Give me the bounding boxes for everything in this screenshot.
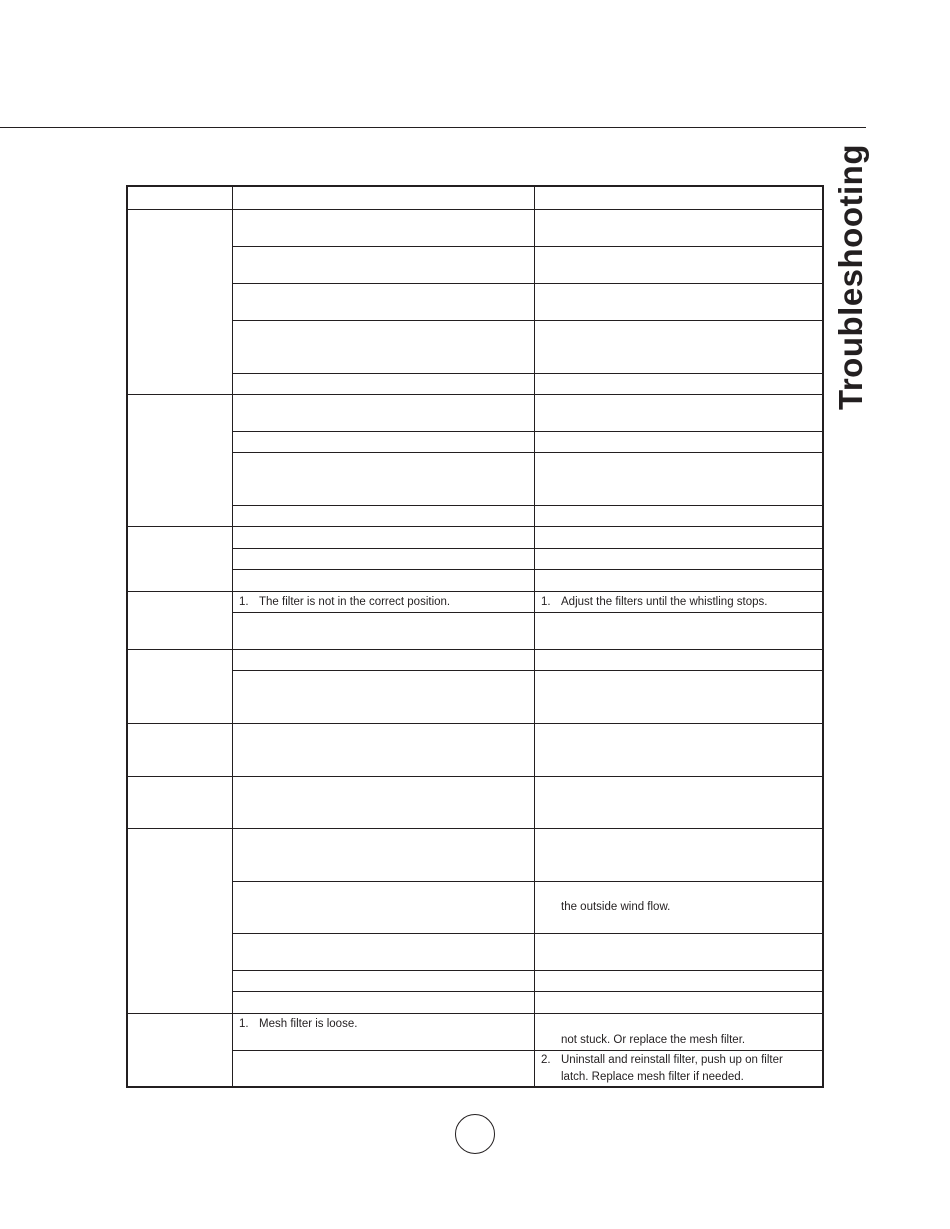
row-divider — [233, 548, 823, 549]
header-rule — [0, 127, 866, 128]
solution-cell — [541, 595, 767, 610]
row-divider — [233, 1050, 823, 1051]
row-divider — [127, 723, 823, 724]
item-number: 2. — [541, 1054, 551, 1066]
column-divider — [232, 186, 233, 1087]
row-divider — [233, 452, 823, 453]
solution-cell — [541, 1033, 745, 1048]
page-number-badge — [455, 1114, 495, 1154]
section-title: Troubleshooting — [832, 144, 869, 410]
item-number: 1. — [239, 596, 249, 608]
row-divider — [233, 431, 823, 432]
row-divider — [127, 591, 823, 592]
cell-text: Mesh filter is loose. — [259, 1018, 358, 1030]
row-divider — [233, 320, 823, 321]
cell-text: latch. Replace mesh filter if needed. — [561, 1071, 744, 1083]
row-divider — [127, 776, 823, 777]
row-divider — [233, 881, 823, 882]
row-divider — [233, 991, 823, 992]
item-number: 1. — [239, 1018, 249, 1030]
cause-cell — [239, 595, 450, 610]
row-divider — [127, 828, 823, 829]
row-divider — [233, 283, 823, 284]
row-divider — [127, 649, 823, 650]
row-divider — [233, 569, 823, 570]
row-divider — [127, 526, 823, 527]
cause-cell — [239, 1017, 357, 1032]
solution-cell — [541, 1070, 744, 1085]
cell-text: the outside wind flow. — [561, 901, 671, 913]
item-number: 1. — [541, 596, 551, 608]
column-divider — [534, 186, 535, 1087]
cell-text: not stuck. Or replace the mesh filter. — [561, 1034, 746, 1046]
row-divider — [233, 373, 823, 374]
row-divider — [127, 1013, 823, 1014]
row-divider — [233, 246, 823, 247]
row-divider — [127, 209, 823, 210]
row-divider — [233, 970, 823, 971]
solution-cell — [541, 900, 670, 915]
row-divider — [233, 670, 823, 671]
row-divider — [233, 505, 823, 506]
cell-text: The filter is not in the correct position. — [259, 596, 451, 608]
row-divider — [233, 612, 823, 613]
solution-cell — [541, 1053, 783, 1068]
cell-text: Uninstall and reinstall filter, push up on filter — [561, 1054, 783, 1066]
row-divider — [127, 394, 823, 395]
row-divider — [233, 933, 823, 934]
cell-text: Adjust the filters until the whistling stops. — [561, 596, 768, 608]
